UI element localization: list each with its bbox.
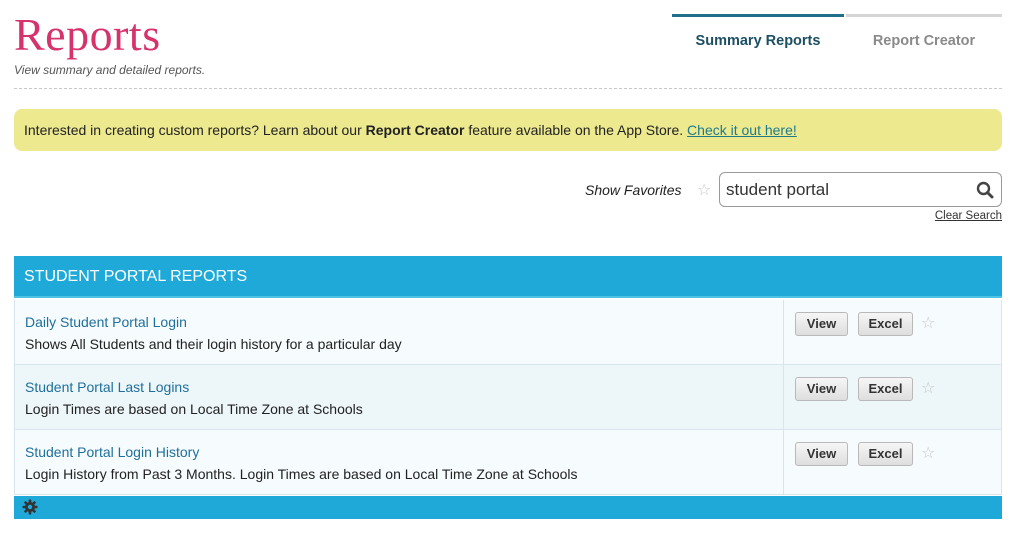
promo-banner [14,109,1002,151]
tab-summary-reports[interactable]: Summary Reports [672,14,844,64]
favorite-star-icon[interactable]: ☆ [921,380,936,397]
report-description: Shows All Students and their login history for a particular day [25,336,402,352]
header-divider [14,88,1002,89]
banner-link[interactable]: Check it out here! [687,122,797,138]
page-title: Reports [14,9,161,60]
banner-highlight: Report Creator [365,122,465,138]
excel-button[interactable]: Excel [858,377,913,401]
report-title-link[interactable]: Student Portal Login History [25,444,200,460]
page-header [0,0,1024,90]
report-actions [783,365,1003,429]
clear-search-link[interactable]: Clear Search [934,210,1002,222]
report-actions [783,300,1003,364]
report-title-link[interactable]: Daily Student Portal Login [25,314,187,330]
search-icon[interactable] [976,181,994,199]
report-description: Login History from Past 3 Months. Login Times are based on Local Time Zone at Schools [25,466,578,482]
report-panel [14,256,1002,520]
banner-text-after: feature available on the App Store. [464,122,688,138]
star-outline-icon[interactable]: ☆ [697,182,712,199]
tab-report-creator[interactable]: Report Creator [846,14,1002,64]
report-row [14,300,1002,365]
excel-button[interactable]: Excel [858,442,913,466]
banner-text-before: Interested in creating custom reports? Learn about our [24,122,366,138]
page-subtitle: View summary and detailed reports. [14,63,206,77]
search-box [719,172,1002,207]
panel-footer [14,496,1002,519]
gear-icon[interactable] [22,499,38,515]
excel-button[interactable]: Excel [858,312,913,336]
report-actions [783,430,1003,494]
report-info [25,313,765,353]
report-info [25,378,765,418]
favorite-star-icon[interactable]: ☆ [921,445,936,462]
report-tabs [672,14,1002,64]
report-info [25,443,765,483]
search-area [560,170,1002,228]
report-row [14,430,1002,495]
show-favorites-label[interactable]: Show Favorites [585,182,682,198]
favorite-star-icon[interactable]: ☆ [921,315,936,332]
panel-header: STUDENT PORTAL REPORTS [14,256,1002,298]
view-button[interactable]: View [795,442,848,466]
report-title-link[interactable]: Student Portal Last Logins [25,379,190,395]
report-description: Login Times are based on Local Time Zone at Schools [25,401,363,417]
report-row [14,365,1002,430]
view-button[interactable]: View [795,377,848,401]
view-button[interactable]: View [795,312,848,336]
search-input[interactable] [726,177,966,203]
